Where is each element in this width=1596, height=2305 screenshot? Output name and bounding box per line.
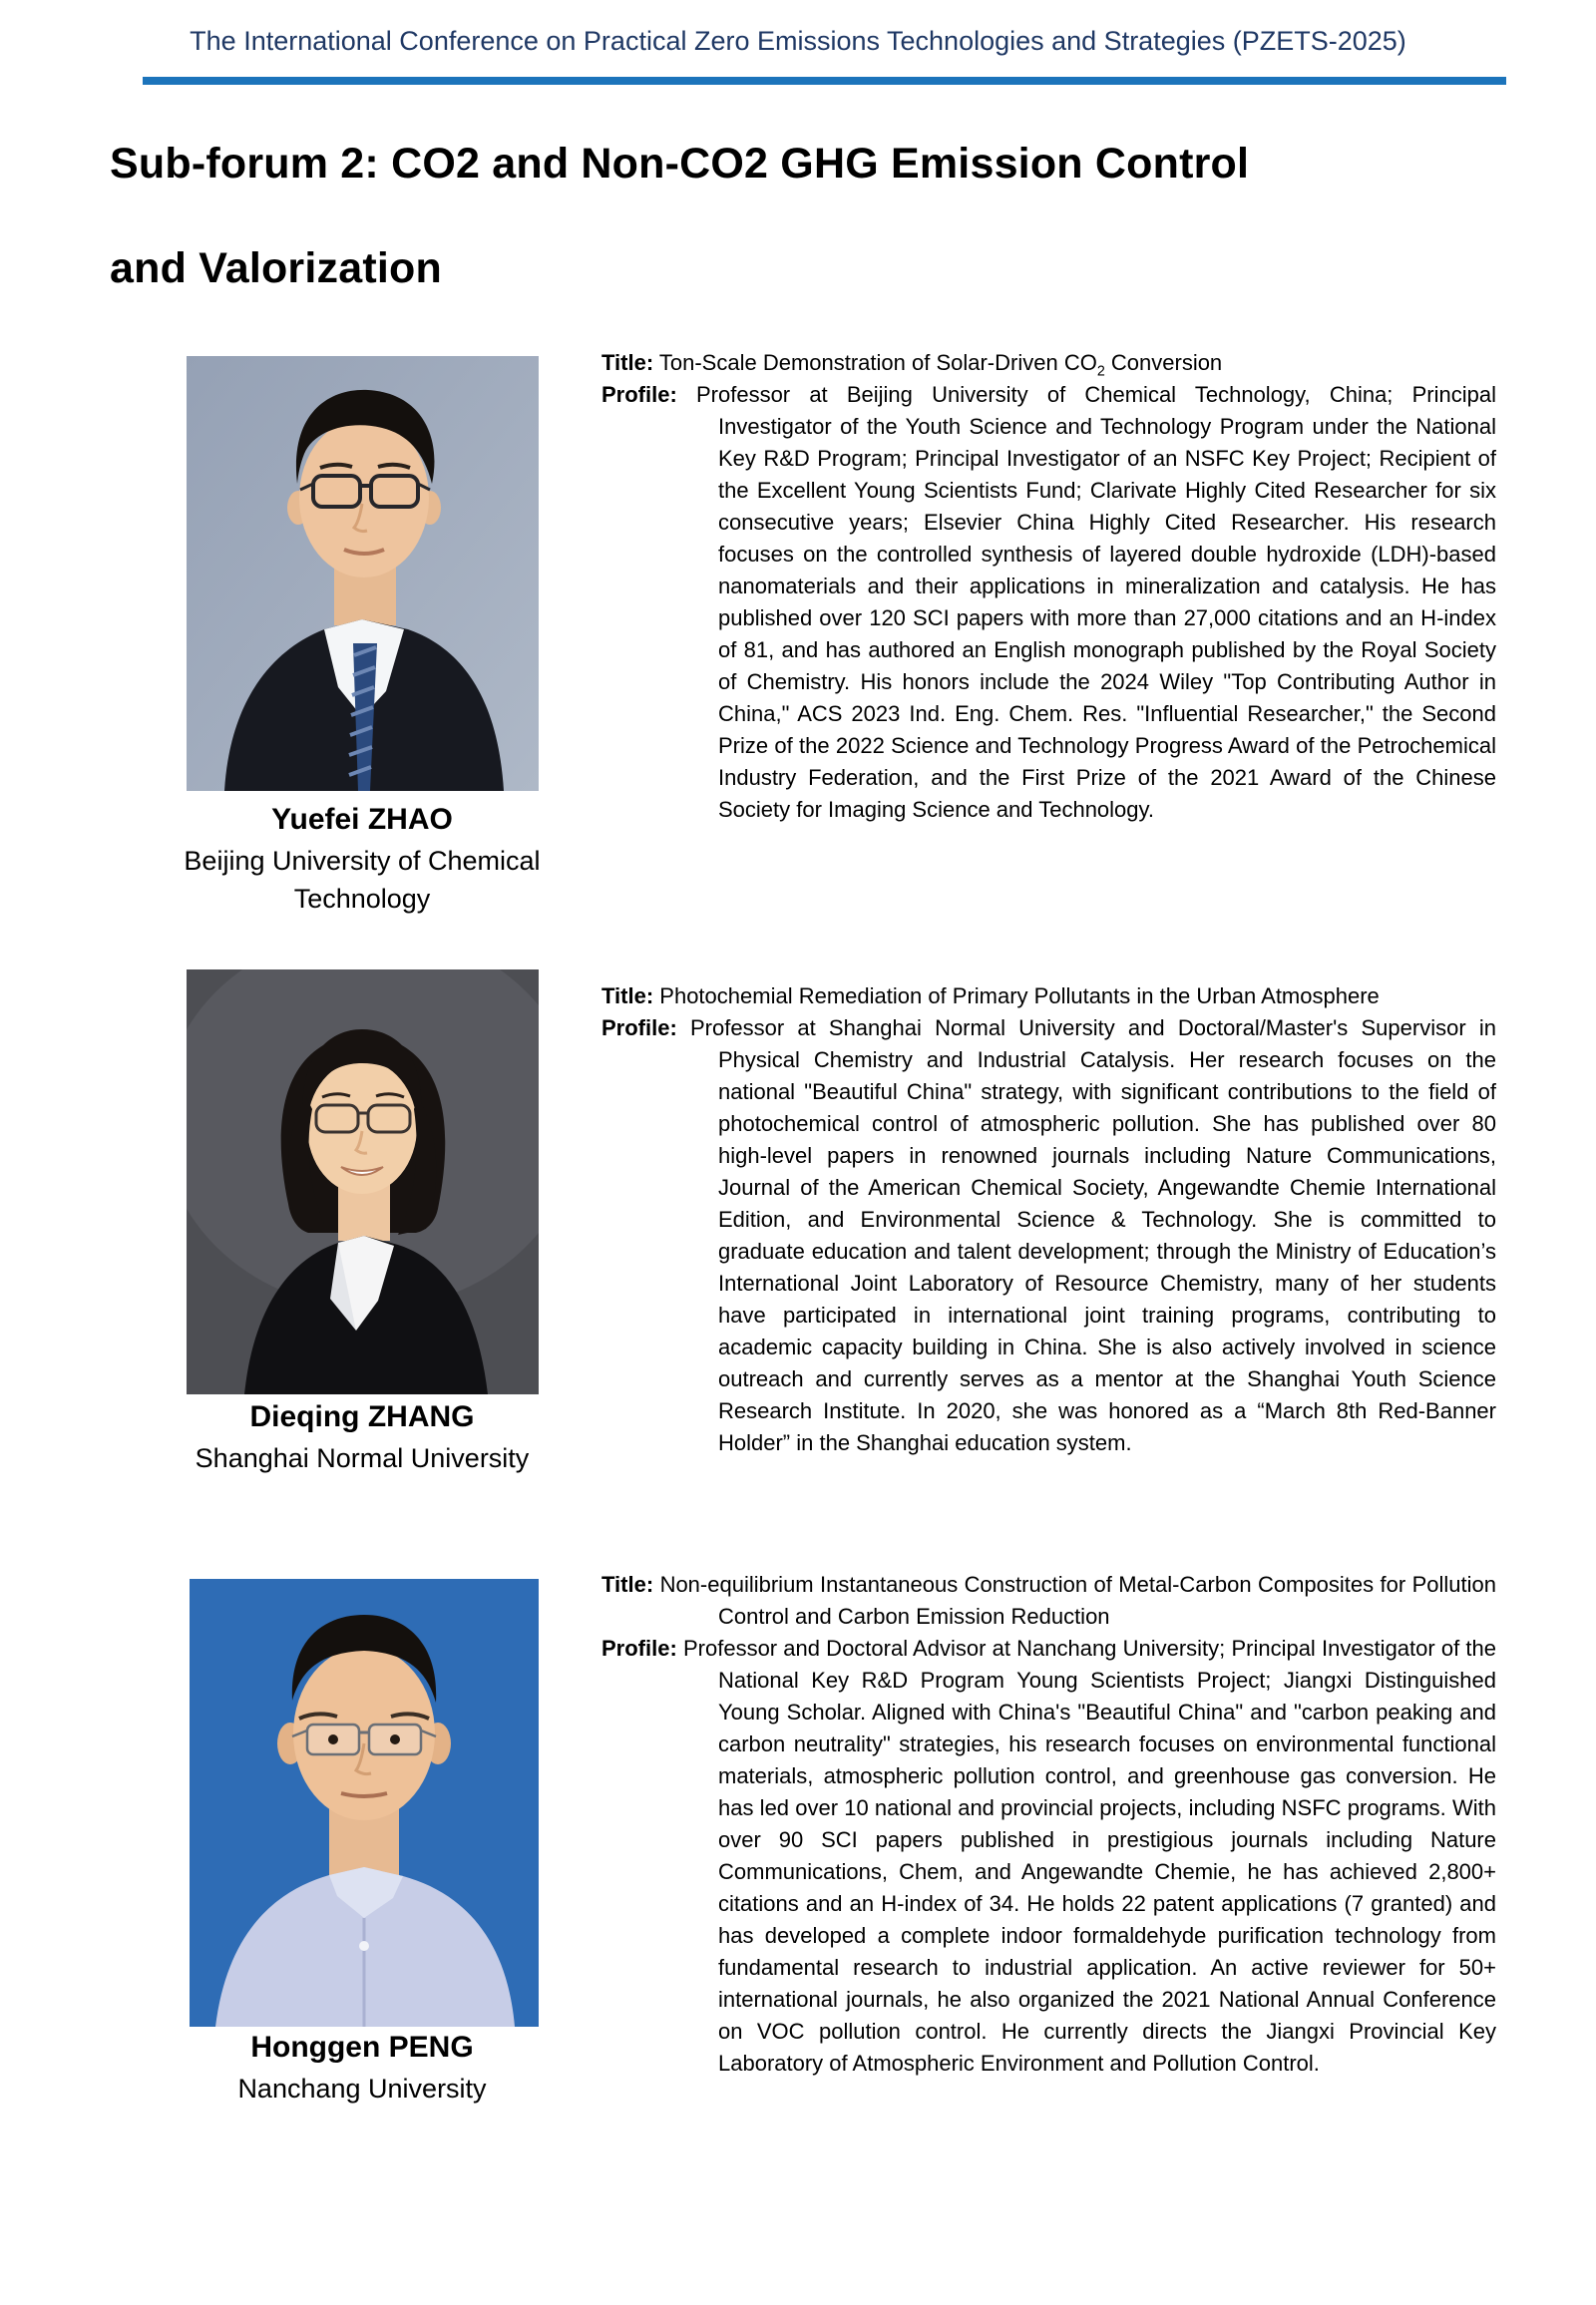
talk-title — [601, 347, 1496, 379]
speaker-affiliation: Shanghai Normal University — [195, 1443, 530, 1473]
speaker-caption-3 — [113, 2026, 611, 2108]
speaker-caption-2 — [113, 1395, 611, 1477]
speaker-profile-label: Profile: — [601, 382, 677, 407]
speaker-name: Honggen PENG — [250, 2031, 474, 2064]
portrait-woman-blazer-illustration — [187, 969, 539, 1394]
speaker-name: Dieqing ZHANG — [249, 1400, 475, 1433]
header-divider-rule — [143, 77, 1506, 85]
talk-title-text-end: Conversion — [1104, 350, 1223, 375]
speaker-profile — [601, 1012, 1496, 1459]
talk-title-text: Non-equilibrium Instantaneous Construction of Metal-Carbon Composites for Pollution Control and Carbon Emission Reduction — [659, 1572, 1496, 1629]
speaker-affiliation: Beijing University of Chemical Technology — [184, 846, 541, 914]
speaker-name: Yuefei ZHAO — [271, 803, 453, 836]
speaker-profile — [601, 379, 1496, 826]
talk-title-label: Title: — [601, 983, 654, 1008]
conference-header: The International Conference on Practical Zero Emissions Technologies and Strategies (PZETS-2025) — [190, 26, 1406, 56]
subforum-heading — [110, 112, 1526, 321]
speaker-profile-label: Profile: — [601, 1015, 677, 1040]
speaker-affiliation: Nanchang University — [237, 2074, 487, 2104]
speaker-profile — [601, 1633, 1496, 2080]
speaker-photo-2 — [187, 969, 539, 1394]
speaker-profile-text: Professor and Doctoral Advisor at Nanchang University; Principal Investigator of the National Key R&D Program Young Scientists Project; Jiangxi Distinguished Young Scholar. Aligned with China's "Beautiful China" and "carbon peaking and carbon neutrality" strategies, his research focuses on environmental functional materials, atmospheric pollution control, and greenhouse gas conversion. He has led over 10 national and provincial projects, including NSFC programs. With over 90 SCI papers published in prestigious journals including Nature Communications, Chem, and Angewandte Chemie, he has achieved 2,800+ citations and an H-index of 34. He holds 22 patent applications (7 granted) and has developed a complete indoor formaldehyde purification technology from fundamental research to industrial application. An active reviewer for 50+ international journals, he also organized the 2021 National Annual Conference on VOC pollution control. He currently directs the Jiangxi Provincial Key Laboratory of Atmospheric Environment and Pollution Control. — [682, 1636, 1496, 2076]
portrait-man-suit-illustration — [187, 356, 539, 791]
speaker-bio-1 — [601, 347, 1496, 826]
talk-title-label: Title: — [601, 350, 654, 375]
speaker-caption-1 — [113, 798, 611, 918]
speaker-photo-1 — [187, 356, 539, 791]
speaker-bio-2 — [601, 980, 1496, 1459]
speaker-photo-3 — [190, 1579, 539, 2027]
speaker-bio-3 — [601, 1569, 1496, 2080]
talk-title-subscript: 2 — [1096, 363, 1105, 380]
speaker-profile-text: Professor at Beijing University of Chemical Technology, China; Principal Investigator of the Youth Science and Technology Program under the National Key R&D Program; Principal Investigator of an NSFC Key Project; Recipient of the Excellent Young Scientists Fund; Clarivate Highly Cited Researcher for six consecutive years; Elsevier China Highly Cited Researcher. His research focuses on the controlled synthesis of layered double hydroxide (LDH)-based nanomaterials and their applications in mineralization and catalysis. He has published over 120 SCI papers with more than 27,000 citations and an H-index of 81, and has authored an English monograph published by the Royal Society of Chemistry. His honors include the 2024 Wiley "Top Contributing Author in China," ACS 2023 Ind. Eng. Chem. Res. "Influential Researcher," the Second Prize of the 2022 Science and Technology Progress Award of the Petrochemical Industry Federation, and the First Prize of the 2021 Award of the Chinese Society for Imaging Science and Technology. — [695, 382, 1496, 822]
portrait-man-blue-background-illustration — [190, 1579, 539, 2027]
speaker-profile-label: Profile: — [601, 1636, 677, 1661]
talk-title-label: Title: — [601, 1572, 654, 1597]
talk-title — [601, 1569, 1496, 1633]
talk-title-text: Ton-Scale Demonstration of Solar-Driven CO — [658, 350, 1097, 375]
subforum-heading-line1: Sub-forum 2: CO2 and Non-CO2 GHG Emission Control — [110, 140, 1250, 188]
speaker-profile-text: Professor at Shanghai Normal University and Doctoral/Master's Supervisor in Physical Chemistry and Industrial Catalysis. Her research focuses on the national "Beautiful China" strategy, with significant contributions to the field of photochemical control of atmospheric pollution. She has published over 80 high-level papers in renowned journals including Nature Communications, Journal of the American Chemical Society, Angewandte Chemie International Edition, and Environmental Science & Technology. She is committed to graduate education and talent development; through the Ministry of Education’s International Joint Laboratory of Resource Chemistry, many of her students have participated in international joint training programs, contributing to academic capacity building in China. She is also actively involved in science outreach and currently serves as a mentor at the Shanghai Youth Science Research Institute. In 2020, she was honored as a “March 8th Red-Banner Holder” in the Shanghai education system. — [690, 1015, 1496, 1455]
talk-title-text: Photochemial Remediation of Primary Pollutants in the Urban Atmosphere — [659, 983, 1380, 1008]
talk-title — [601, 980, 1496, 1012]
subforum-heading-line2: and Valorization — [110, 244, 442, 292]
